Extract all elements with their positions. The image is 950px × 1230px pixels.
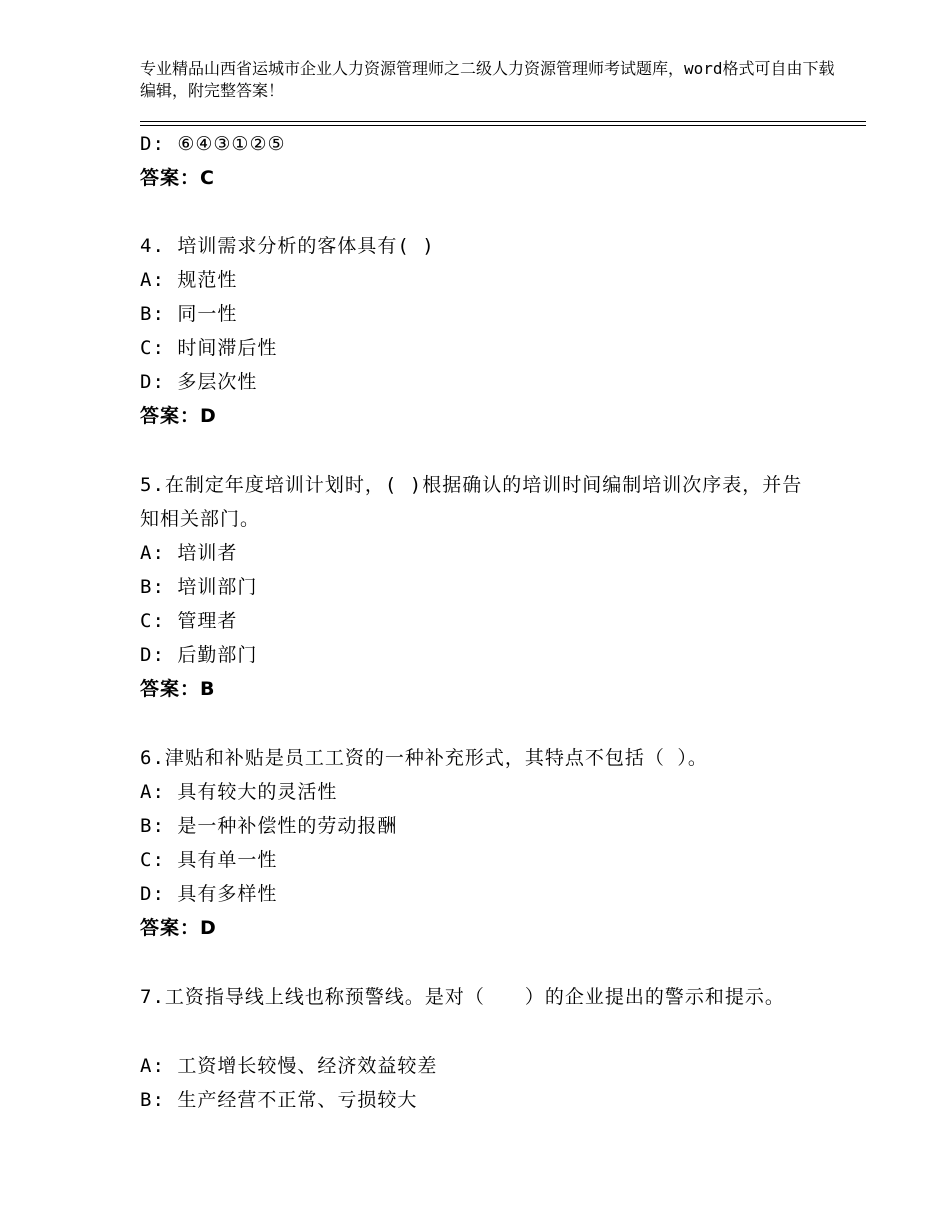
q6-answer: 答案：D <box>140 917 217 939</box>
header-rule-top <box>140 121 866 122</box>
q6-option-d: D: 具有多样性 <box>140 883 278 905</box>
q3-option-d: D: ⑥④③①②⑤ <box>140 133 286 155</box>
q3-answer: 答案：C <box>140 167 215 189</box>
header-rule-bottom <box>140 125 866 126</box>
q5-option-c: C: 管理者 <box>140 610 238 632</box>
q5-option-a: A: 培训者 <box>140 542 238 564</box>
q6-option-a: A: 具有较大的灵活性 <box>140 781 338 803</box>
q4-stem: 4. 培训需求分析的客体具有( ) <box>140 235 435 257</box>
q4-option-b: B: 同一性 <box>140 303 238 325</box>
q7-stem: 7.工资指导线上线也称预警线。是对（ ）的企业提出的警示和提示。 <box>140 986 785 1008</box>
q6-option-b: B: 是一种补偿性的劳动报酬 <box>140 815 398 837</box>
q7-option-a: A: 工资增长较慢、经济效益较差 <box>140 1055 438 1077</box>
q5-stem: 5.在制定年度培训计划时，( )根据确认的培训时间编制培训次序表，并告知相关部门。 <box>140 474 803 530</box>
q5-option-d: D: 后勤部门 <box>140 644 258 666</box>
q5-answer: 答案：B <box>140 678 216 700</box>
q6-stem: 6.津贴和补贴是员工工资的一种补充形式，其特点不包括（ ）。 <box>140 747 708 769</box>
q5-option-b: B: 培训部门 <box>140 576 258 598</box>
q4-option-c: C: 时间滞后性 <box>140 337 278 359</box>
q4-option-a: A: 规范性 <box>140 269 238 291</box>
q4-option-d: D: 多层次性 <box>140 371 258 393</box>
q6-option-c: C: 具有单一性 <box>140 849 278 871</box>
q7-option-b: B: 生产经营不正常、亏损较大 <box>140 1089 418 1111</box>
q4-answer: 答案：D <box>140 405 217 427</box>
page-header: 专业精品山西省运城市企业人力资源管理师之二级人力资源管理师考试题库，word格式可自由下载编辑，附完整答案！ <box>140 59 835 100</box>
